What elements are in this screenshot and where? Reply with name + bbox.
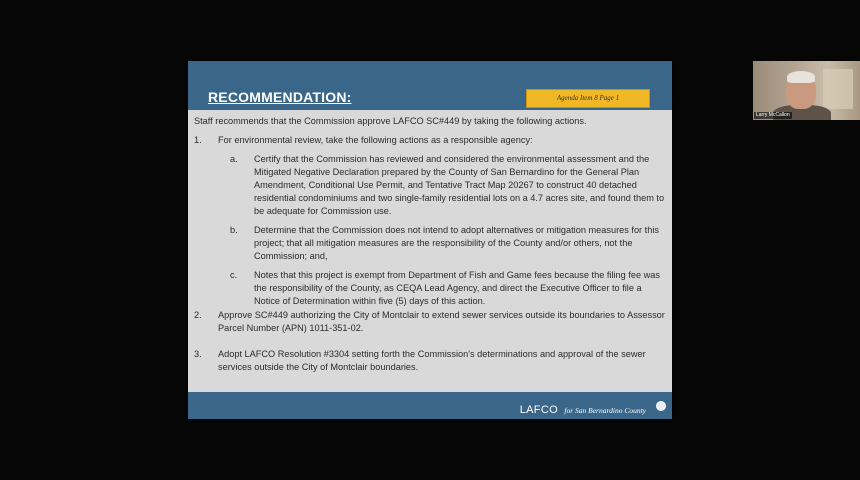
slide-header [188,61,672,110]
subitem-a [218,153,668,218]
recommendation-item-1 [194,134,668,308]
participant-hair [787,71,815,83]
subitem-text: Certify that the Commission has reviewed and considered the environmental assessment and the Mitigated Negative Declaration prepared by the County of San Bernardino for the General Plan Amendment, Conditional Use Permit, and Tentative Tract Map 20267 to construct 40 detached residential condominiums and two single-family residential lots on a 4.7 acres site, and found them to be adequate for Commission use. [254,154,665,216]
intro-text: Staff recommends that the Commission approve LAFCO SC#449 by taking the following actions. [194,116,587,126]
item-text: Approve SC#449 authorizing the City of Montclair to extend sewer services outside its boundaries to Assessor Parcel Number (APN) 1011-351-02. [218,310,665,333]
county-seal-icon [656,401,666,411]
item-number: 1. [194,135,202,145]
recommendation-body [194,115,668,374]
subitem-text: Determine that the Commission does not intend to adopt alternatives or mitigation measures for this project; that all mitigation measures are the responsibility of the County and/or others, not the Commission; and, [254,225,659,261]
video-shelf [823,69,853,109]
slide-footer [188,392,672,419]
recommendation-item-3 [194,348,668,374]
subitem-letter: b. [230,225,238,235]
item-number: 3. [194,349,202,359]
lafco-brand-text: LAFCO [519,404,558,416]
subitem-b [218,224,668,263]
item-text: Adopt LAFCO Resolution #3304 setting forth the Commission's determinations and approval of the sewer services outside the City of Montclair boundaries. [218,349,646,372]
subitem-letter: c. [230,270,238,280]
subitem-c [218,269,668,308]
slide-title: RECOMMENDATION: [208,89,352,105]
item-text: For environmental review, take the following actions as a responsible agency: [218,135,533,145]
shared-slide [188,61,672,419]
agenda-item-badge: Agenda Item 8 Page 1 [526,89,650,108]
participant-name-label: Larry McCallon [756,112,790,118]
recommendation-item-2 [194,309,668,335]
lafco-logo [520,400,646,418]
lafco-county-text: for San Bernardino County [564,406,646,415]
item-number: 2. [194,310,202,320]
participant-video-tile[interactable] [753,61,860,120]
subitem-text: Notes that this project is exempt from Department of Fish and Game fees because the filing fee was the responsibility of the County, as CEQA Lead Agency, and direct the Executive Officer to file a Notice of Determination within five (5) days of this action. [254,270,660,306]
subitem-letter: a. [230,154,238,164]
